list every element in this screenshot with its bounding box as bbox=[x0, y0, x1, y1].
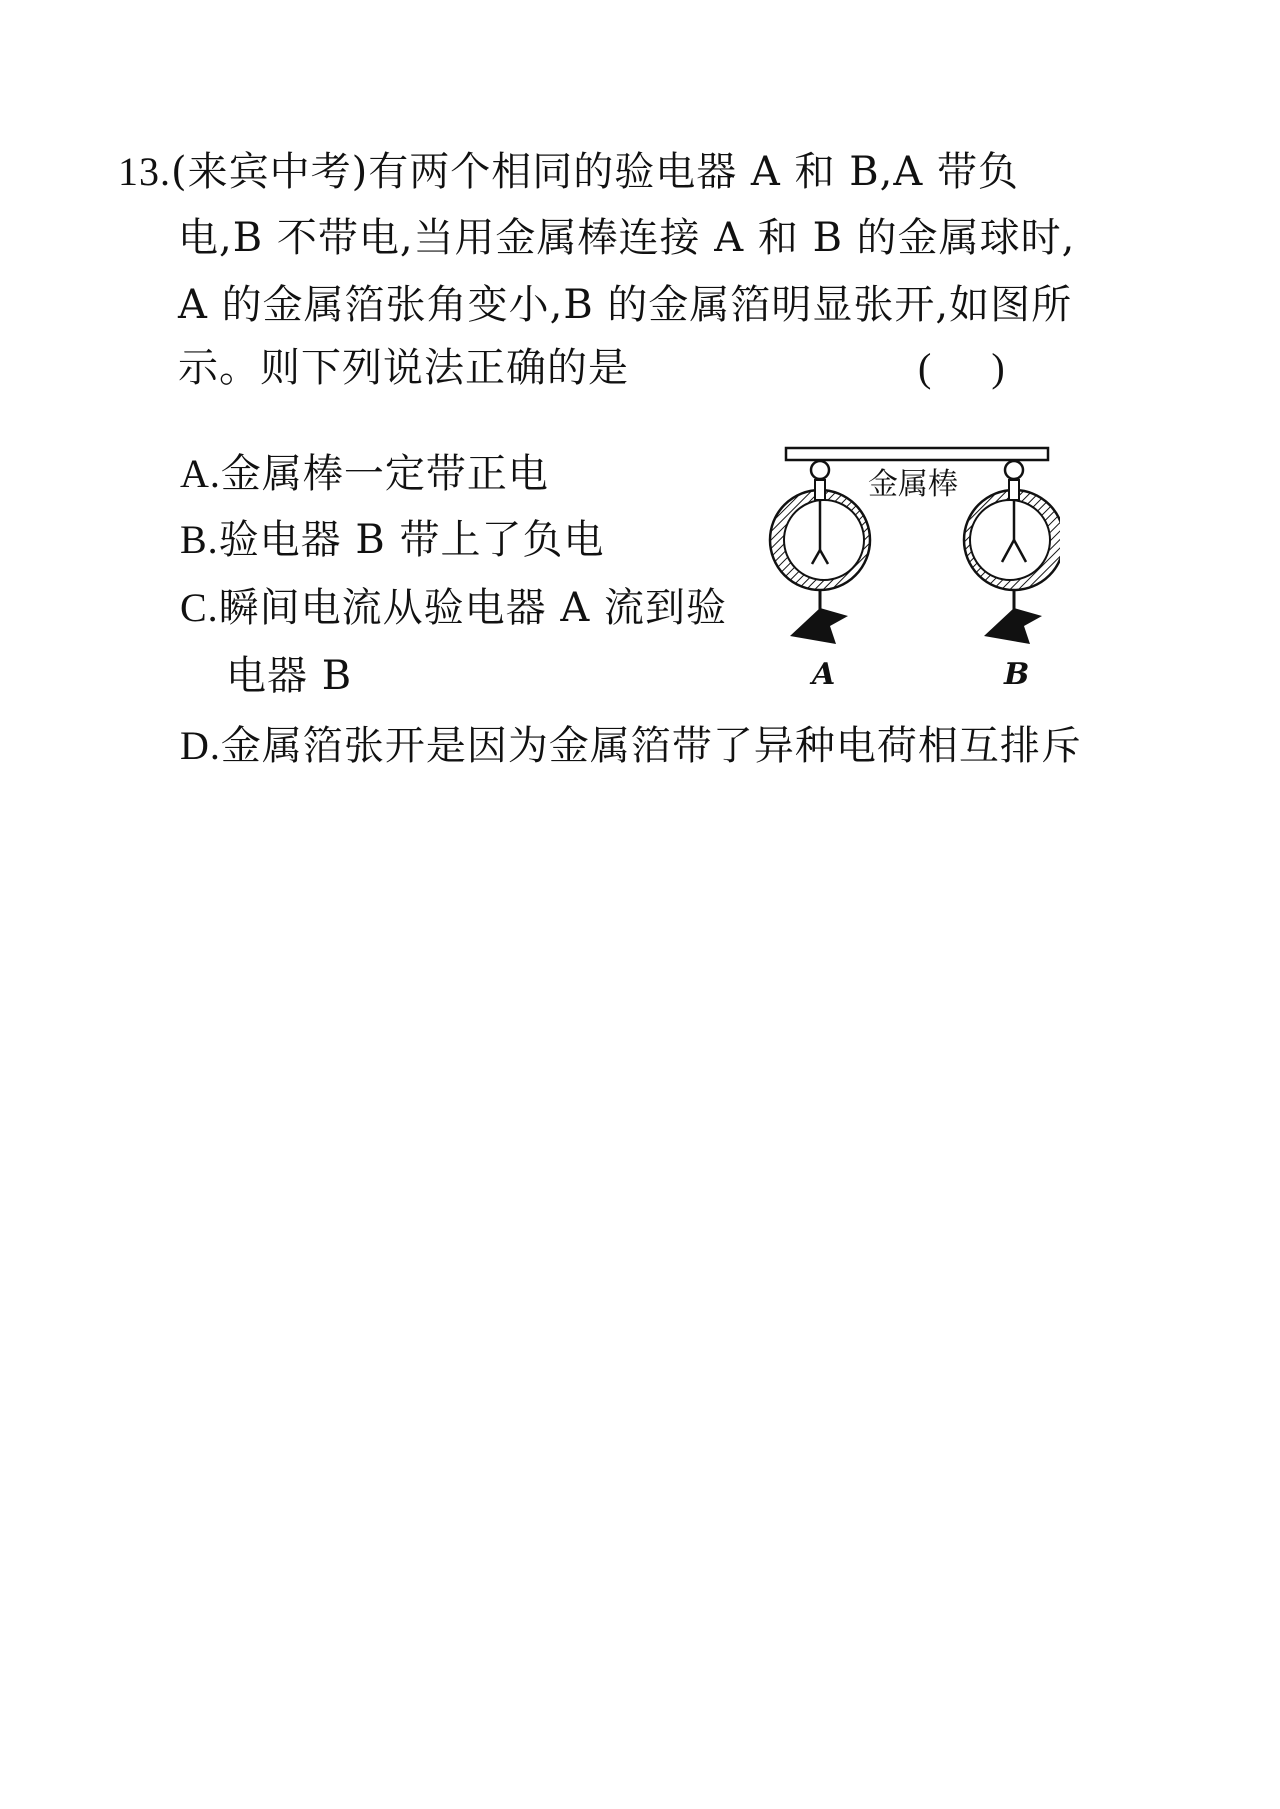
stopper-a bbox=[815, 480, 825, 500]
option-c bbox=[180, 584, 727, 632]
metal-ball-a bbox=[811, 461, 829, 479]
jar-inner-a bbox=[784, 500, 864, 580]
stem-text-1: (来宾中考)有两个相同的验电器 A 和 B,A 带负 bbox=[171, 149, 1019, 195]
stand-base-b bbox=[984, 608, 1042, 644]
stem-text-2: 电,B 不带电,当用金属棒连接 A 和 B 的金属球时, bbox=[178, 215, 1076, 261]
option-b-text: 验电器 B 带上了负电 bbox=[218, 517, 605, 563]
label-a: A bbox=[812, 657, 836, 692]
question-stem-line-2 bbox=[178, 214, 1075, 262]
option-b bbox=[180, 516, 605, 564]
option-b-letter: B. bbox=[180, 517, 219, 562]
stem-text-4: 示。则下列说法正确的是 bbox=[178, 345, 629, 391]
jar-inner-b bbox=[970, 500, 1050, 580]
stand-base-a bbox=[790, 608, 848, 644]
electroscope-figure bbox=[760, 440, 1060, 700]
option-a-text: 金属棒一定带正电 bbox=[220, 451, 549, 497]
answer-bracket: ( ) bbox=[918, 345, 1005, 390]
option-c-letter: C. bbox=[180, 585, 219, 630]
stopper-b bbox=[1009, 480, 1019, 500]
metal-rod bbox=[786, 448, 1048, 460]
stem-text-3: A 的金属箔张角变小,B 的金属箔明显张开,如图所 bbox=[178, 282, 1073, 328]
metal-rod-label: 金属棒 bbox=[868, 467, 958, 502]
option-d-letter: D. bbox=[180, 723, 221, 768]
question-stem-line-1 bbox=[118, 148, 1019, 196]
option-d-text: 金属箔张开是因为金属箔带了异种电荷相互排斥 bbox=[220, 723, 1082, 769]
metal-ball-b bbox=[1005, 461, 1023, 479]
question-number: 13. bbox=[118, 149, 171, 194]
option-a bbox=[180, 450, 549, 498]
question-stem-line-4 bbox=[178, 344, 629, 392]
option-a-letter: A. bbox=[180, 451, 221, 496]
option-c-text-line-1: 瞬间电流从验电器 A 流到验 bbox=[218, 585, 728, 631]
electroscope-b bbox=[964, 461, 1060, 692]
electroscope-diagram bbox=[760, 440, 1060, 700]
option-c-text-line-2: 电器 B bbox=[226, 653, 353, 699]
label-b: B bbox=[1004, 657, 1030, 692]
option-d bbox=[180, 722, 1082, 770]
option-c-continued bbox=[226, 652, 352, 700]
question-stem-line-3 bbox=[178, 281, 1072, 329]
electroscope-a bbox=[770, 461, 870, 692]
